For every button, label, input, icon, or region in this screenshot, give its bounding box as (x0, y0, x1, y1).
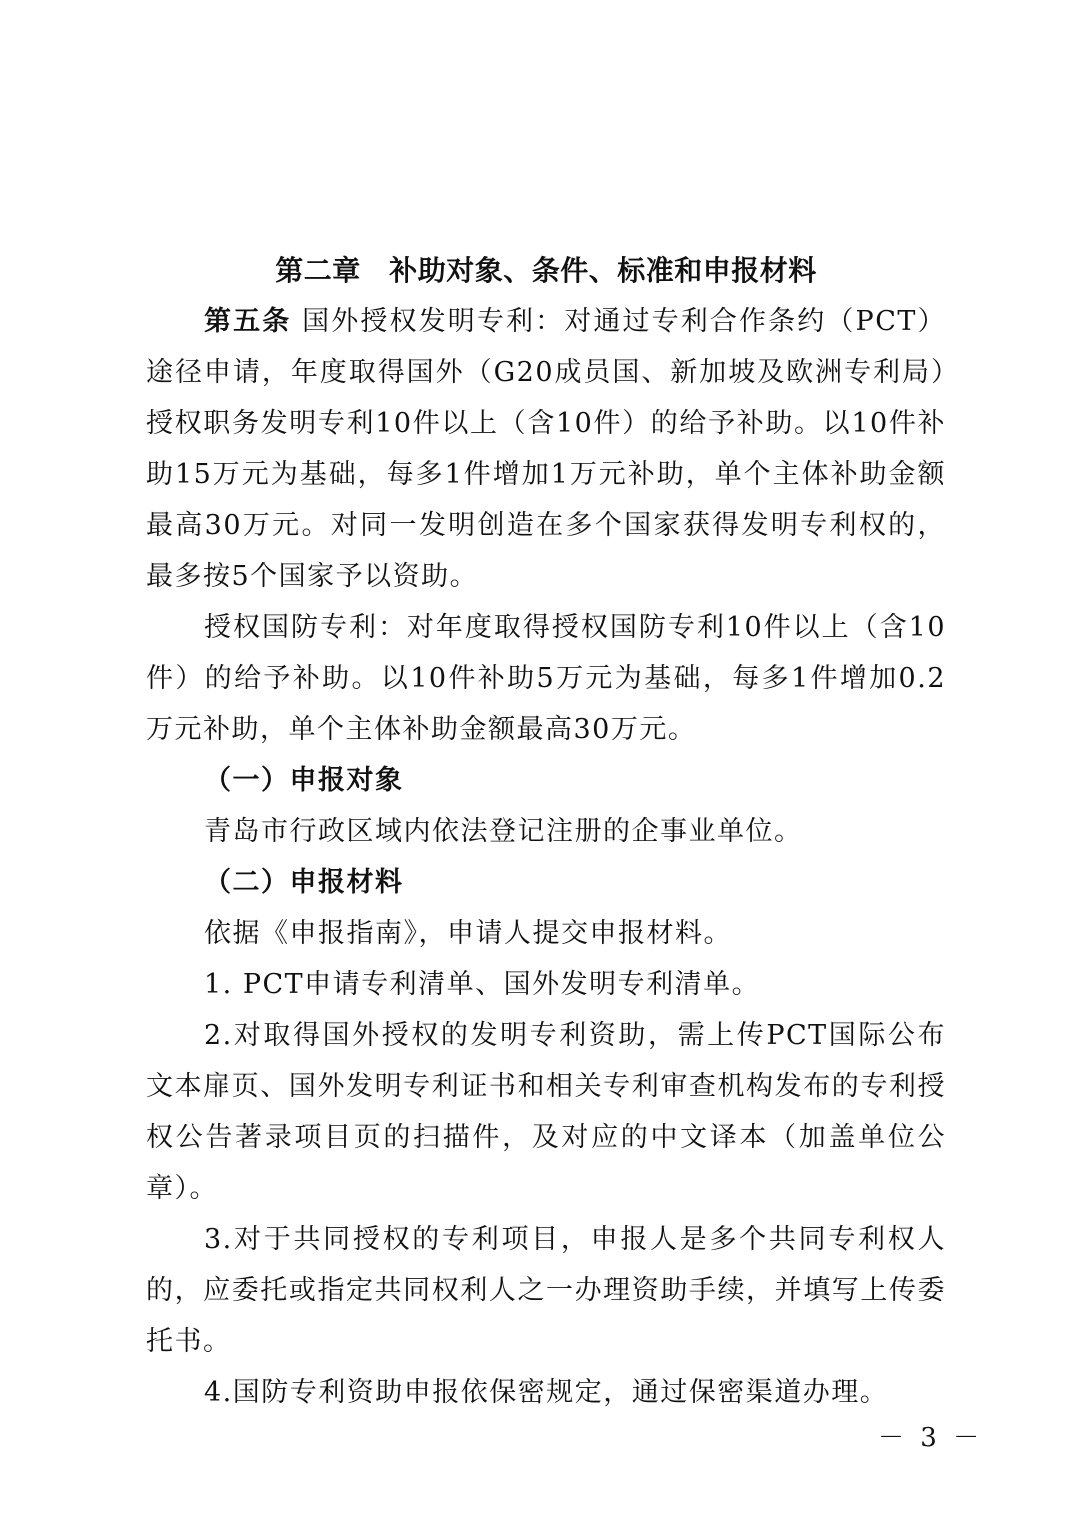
section-2-heading: （二）申报材料 (204, 867, 404, 898)
section-1-heading: （一）申报对象 (204, 765, 404, 796)
material-item-3: 3.对于共同授权的专利项目，申报人是多个共同专利权人的，应委托或指定共同权利人之一办理资助手续，并填写上传委托书。 (146, 1224, 946, 1357)
article-5-text: 国外授权发明专利：对通过专利合作条约（PCT）途径申请，年度取得国外（G20成员国、新加坡及欧洲专利局）授权职务发明专利10件以上（含10件）的给予补助。以10件补助15万元为基础，每多1件增加1万元补助，单个主体补助金额最高30万元。对同一发明创造在多个国家获得发明专利权的，最多按5个国家予以资助。 (146, 306, 946, 592)
material-item-2: 2.对取得国外授权的发明专利资助，需上传PCT国际公布文本扉页、国外发明专利证书和相关专利审查机构发布的专利授权公告著录项目页的扫描件，及对应的中文译本（加盖单位公章）。 (146, 1020, 946, 1204)
article-lead: 第五条 (204, 306, 292, 337)
material-item-1: 1. PCT申请专利清单、国外发明专利清单。 (204, 969, 761, 1000)
document-body (146, 246, 946, 1418)
page-number: － 3 － (878, 1423, 984, 1453)
section-2-intro: 依据《申报指南》，申请人提交申报材料。 (204, 918, 732, 949)
chapter-title: 第二章 补助对象、条件、标准和申报材料 (275, 254, 817, 287)
article-5-paragraph (146, 296, 946, 602)
material-item-4: 4.国防专利资助申报依保密规定，通过保密渠道办理。 (204, 1377, 889, 1408)
section-1-text: 青岛市行政区域内依法登记注册的企事业单位。 (204, 816, 803, 847)
defense-patent-paragraph: 授权国防专利：对年度取得授权国防专利10件以上（含10件）的给予补助。以10件补助5万元为基础，每多1件增加0.2万元补助，单个主体补助金额最高30万元。 (146, 612, 946, 745)
